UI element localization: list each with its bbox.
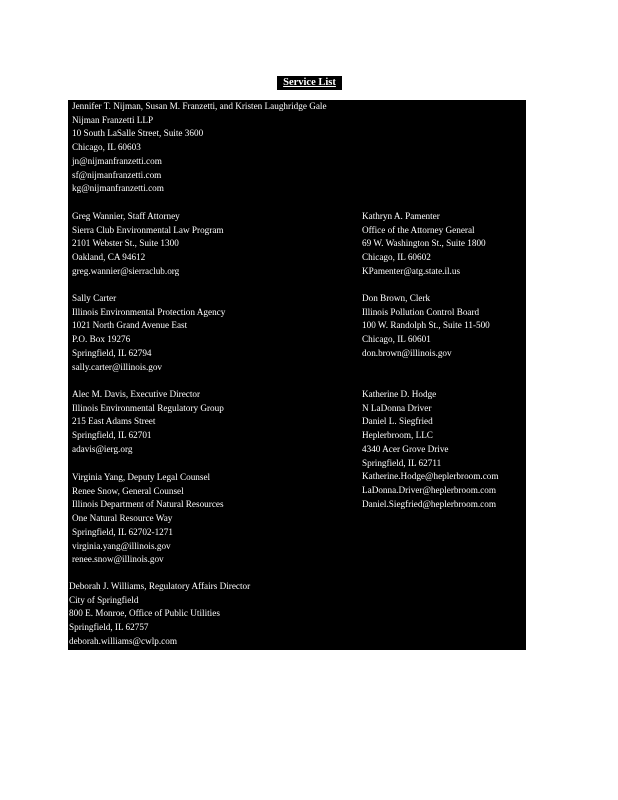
contact-block-hodge	[362, 388, 499, 511]
contact-line: Chicago, IL 60601	[362, 334, 431, 345]
contact-line: Heplerbroom, LLC	[362, 430, 433, 441]
contact-block-pamenter	[362, 210, 486, 279]
contact-email[interactable]: renee.snow@illinois.gov	[72, 554, 164, 565]
contact-email[interactable]: greg.wannier@sierraclub.org	[72, 265, 180, 276]
contact-line: Illinois Environmental Regulatory Group	[72, 402, 224, 413]
contact-line: Springfield, IL 62702-1271	[72, 526, 173, 537]
contact-email[interactable]: LaDonna.Driver@heplerbroom.com	[362, 484, 496, 495]
contact-line: Nijman Franzetti LLP	[72, 114, 154, 125]
contact-line: 800 E. Monroe, Office of Public Utilities	[69, 608, 220, 619]
contact-line: Springfield, IL 62757	[69, 622, 149, 633]
contact-email[interactable]: Daniel.Siegfried@heplerbroom.com	[362, 498, 496, 509]
contact-line: Kathryn A. Pamenter	[362, 211, 440, 221]
contact-line: Chicago, IL 60603	[72, 142, 141, 153]
contact-email[interactable]: don.brown@illinois.gov	[362, 347, 452, 358]
contact-line: Virginia Yang, Deputy Legal Counsel	[72, 472, 211, 482]
contact-line: One Natural Resource Way	[72, 513, 173, 524]
contact-block-nijman	[72, 100, 327, 196]
contact-line: Illinois Department of Natural Resources	[72, 499, 224, 510]
contact-line: Don Brown, Clerk	[362, 293, 431, 303]
contact-line: Sierra Club Environmental Law Program	[72, 224, 224, 235]
contact-line: Springfield, IL 62711	[362, 457, 442, 468]
contact-line: Deborah J. Williams, Regulatory Affairs Director	[69, 581, 251, 591]
contact-line: P.O. Box 19276	[72, 334, 131, 345]
contact-block-brown	[362, 292, 490, 361]
contact-line: Daniel L. Siegfried	[362, 416, 433, 427]
contact-email[interactable]: jn@nijmanfranzetti.com	[72, 155, 162, 166]
contact-line: Sally Carter	[72, 293, 117, 303]
contact-line: 69 W. Washington St., Suite 1800	[362, 238, 486, 249]
contact-line: Springfield, IL 62794	[72, 347, 152, 358]
contact-line: N LaDonna Driver	[362, 402, 432, 413]
contact-line: 4340 Acer Grove Drive	[362, 443, 449, 454]
contact-line: Renee Snow, General Counsel	[72, 485, 184, 496]
contact-line: Office of the Attorney General	[362, 224, 475, 235]
contact-line: 2101 Webster St., Suite 1300	[72, 238, 179, 249]
contact-email[interactable]: Katherine.Hodge@heplerbroom.com	[362, 471, 499, 482]
contact-line: City of Springfield	[69, 594, 139, 605]
contact-line: Greg Wannier, Staff Attorney	[72, 211, 180, 221]
page-title: Service List	[277, 76, 342, 90]
contact-line: Jennifer T. Nijman, Susan M. Franzetti, and Kristen Laughridge Gale	[72, 101, 327, 111]
contact-email[interactable]: adavis@ierg.org	[72, 443, 133, 454]
contact-line: Chicago, IL 60602	[362, 252, 431, 263]
contact-block-carter	[72, 292, 225, 374]
contact-line: 10 South LaSalle Street, Suite 3600	[72, 128, 204, 139]
service-list-panel	[68, 100, 526, 650]
contact-email[interactable]: deborah.williams@cwlp.com	[69, 635, 177, 646]
contact-email[interactable]: kg@nijmanfranzetti.com	[72, 183, 164, 194]
contact-block-williams	[69, 580, 250, 649]
contact-email[interactable]: KPamenter@atg.state.il.us	[362, 265, 461, 276]
contact-email[interactable]: sally.carter@illinois.gov	[72, 361, 163, 372]
contact-line: 215 East Adams Street	[72, 416, 156, 427]
contact-line: Oakland, CA 94612	[72, 252, 146, 263]
contact-block-yang	[72, 471, 224, 567]
contact-line: Illinois Pollution Control Board	[362, 306, 480, 317]
contact-line: Katherine D. Hodge	[362, 389, 437, 399]
contact-email[interactable]: sf@nijmanfranzetti.com	[72, 169, 162, 180]
contact-email[interactable]: virginia.yang@illinois.gov	[72, 540, 171, 551]
contact-line: Illinois Environmental Protection Agency	[72, 306, 226, 317]
contact-block-wannier	[72, 210, 224, 279]
contact-block-davis	[72, 388, 224, 457]
contact-line: Alec M. Davis, Executive Director	[72, 389, 201, 399]
contact-line: 100 W. Randolph St., Suite 11-500	[362, 320, 490, 331]
contact-line: 1021 North Grand Avenue East	[72, 320, 188, 331]
contact-line: Springfield, IL 62701	[72, 430, 152, 441]
